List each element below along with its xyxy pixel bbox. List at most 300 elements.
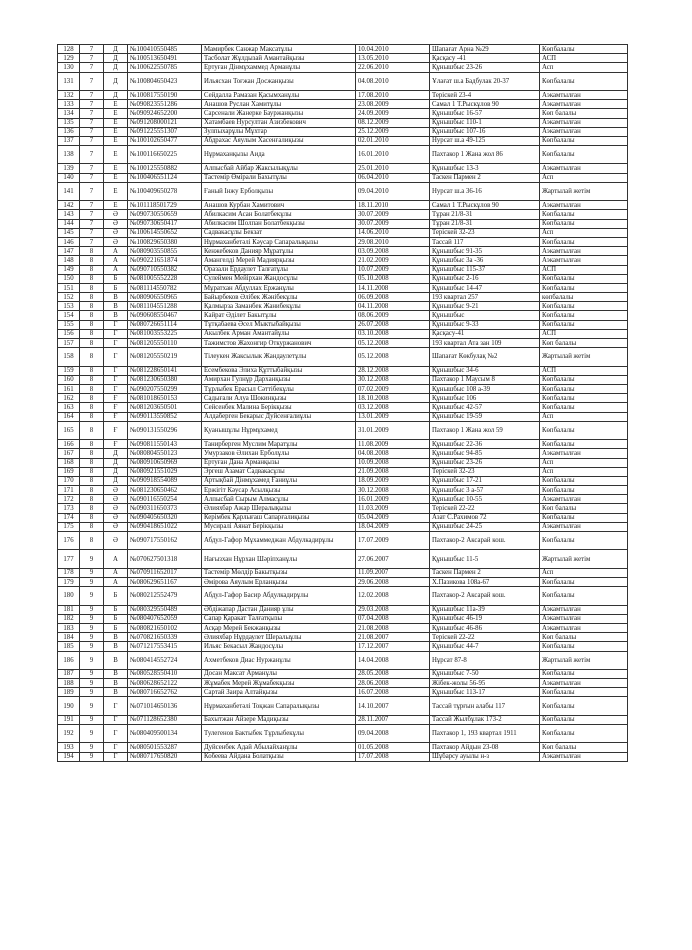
- class-letter-cell: В: [104, 679, 128, 688]
- table-row: [58, 329, 628, 338]
- category-cell: Аэкамтылған: [540, 247, 628, 256]
- class-letter-cell: Г: [104, 339, 128, 348]
- student-name-cell: Алпысбай Айбар Жаксылықұлы: [202, 164, 356, 173]
- id-number-cell: №080501553287: [128, 743, 202, 752]
- address-cell: 193 квартал Ата зан 109: [430, 339, 540, 348]
- table-row: [58, 522, 628, 531]
- row-number-cell: 150: [58, 274, 80, 283]
- grade-cell: 7: [80, 164, 104, 173]
- table-row: [58, 100, 628, 109]
- grade-cell: 7: [80, 201, 104, 210]
- address-cell: Құнышбыс 46-86: [430, 623, 540, 632]
- row-number-cell: 194: [58, 752, 80, 761]
- student-name-cell: Амангелді Мерей Мадиярқызы: [202, 256, 356, 265]
- category-cell: АСП: [540, 54, 628, 63]
- address-cell: Шапағат Арна №29: [430, 45, 540, 54]
- grade-cell: 7: [80, 173, 104, 182]
- address-cell: Нурсат ш.а 36-16: [430, 182, 540, 200]
- row-number-cell: 159: [58, 366, 80, 375]
- student-name-cell: Әмірова Аяулым Ерланқызы: [202, 577, 356, 586]
- student-name-cell: Тілеукен Жаксылык Жандаулетұлы: [202, 348, 356, 366]
- table-row: [58, 339, 628, 348]
- address-cell: Құнышбыс 44-7: [430, 642, 540, 651]
- grade-cell: 8: [80, 375, 104, 384]
- student-name-cell: Анашов Руслан Хамитұлы: [202, 100, 356, 109]
- address-cell: Пахтакор-2 Аксарай кош.: [430, 532, 540, 550]
- grade-cell: 9: [80, 651, 104, 669]
- id-number-cell: №100817550190: [128, 90, 202, 99]
- student-name-cell: Асқар Мерей Бекжанқызы: [202, 623, 356, 632]
- row-number-cell: 190: [58, 697, 80, 715]
- class-letter-cell: Е: [104, 173, 128, 182]
- id-number-cell: №101118501729: [128, 201, 202, 210]
- student-name-cell: Ғаный Інжу Ерболқызы: [202, 182, 356, 200]
- grade-cell: 8: [80, 449, 104, 458]
- row-number-cell: 158: [58, 348, 80, 366]
- id-number-cell: №081104551288: [128, 302, 202, 311]
- address-cell: Пахтакор 1 Маусым 8: [430, 375, 540, 384]
- id-number-cell: №080903550855: [128, 247, 202, 256]
- row-number-cell: 131: [58, 72, 80, 90]
- class-letter-cell: Е: [104, 164, 128, 173]
- category-cell: Аэкамтылған: [540, 256, 628, 265]
- birth-date-cell: 27.06.2007: [356, 550, 430, 568]
- address-cell: Құнышбыс 106: [430, 394, 540, 403]
- grade-cell: 9: [80, 587, 104, 605]
- grade-cell: 8: [80, 339, 104, 348]
- table-row: [58, 72, 628, 90]
- row-number-cell: 175: [58, 522, 80, 531]
- address-cell: Құнышбыс 11-5: [430, 550, 540, 568]
- category-cell: Көпбалалы: [540, 642, 628, 651]
- class-letter-cell: Б: [104, 614, 128, 623]
- class-letter-cell: Д: [104, 63, 128, 72]
- birth-date-cell: 30.07.2009: [356, 210, 430, 219]
- birth-date-cell: 29.06.2008: [356, 577, 430, 586]
- address-cell: Жібек-жолы 56-95: [430, 679, 540, 688]
- category-cell: АСП: [540, 329, 628, 338]
- class-letter-cell: В: [104, 302, 128, 311]
- birth-date-cell: 18.04.2009: [356, 522, 430, 531]
- category-cell: Асп: [540, 467, 628, 476]
- birth-date-cell: 06.09.2008: [356, 293, 430, 302]
- class-letter-cell: Д: [104, 54, 128, 63]
- address-cell: Шапағат Көкбулақ №2: [430, 348, 540, 366]
- birth-date-cell: 23.08.2009: [356, 100, 430, 109]
- birth-date-cell: 10.09.2008: [356, 458, 430, 467]
- birth-date-cell: 25.12.2009: [356, 127, 430, 136]
- row-number-cell: 147: [58, 247, 80, 256]
- student-name-cell: Сейсенбек Малина Берікқызы: [202, 403, 356, 412]
- grade-cell: 9: [80, 633, 104, 642]
- table-row: [58, 63, 628, 72]
- id-number-cell: №100125550882: [128, 164, 202, 173]
- address-cell: Құнышбыс 115-37: [430, 265, 540, 274]
- grade-cell: 8: [80, 320, 104, 329]
- category-cell: Жартылай жетім: [540, 651, 628, 669]
- id-number-cell: №100409650278: [128, 182, 202, 200]
- row-number-cell: 154: [58, 311, 80, 320]
- row-number-cell: 128: [58, 45, 80, 54]
- address-cell: Таскен Пармен 2: [430, 568, 540, 577]
- class-letter-cell: Е: [104, 146, 128, 164]
- class-letter-cell: Д: [104, 45, 128, 54]
- id-number-cell: №080407652059: [128, 614, 202, 623]
- class-letter-cell: Е: [104, 127, 128, 136]
- table-row: [58, 136, 628, 145]
- address-cell: Құнышбыс 11а-39: [430, 605, 540, 614]
- class-letter-cell: Ғ: [104, 403, 128, 412]
- student-name-cell: Оразали Ердаулет Талғатұлы: [202, 265, 356, 274]
- grade-cell: 9: [80, 688, 104, 697]
- address-cell: Пахтакор 1 Жана жол 86: [430, 146, 540, 164]
- table-row: [58, 164, 628, 173]
- table-row: [58, 467, 628, 476]
- address-cell: Құнышбыс 13-3: [430, 164, 540, 173]
- grade-cell: 8: [80, 366, 104, 375]
- category-cell: Асп: [540, 173, 628, 182]
- id-number-cell: №090811550143: [128, 440, 202, 449]
- id-number-cell: №081203650501: [128, 403, 202, 412]
- row-number-cell: 143: [58, 210, 80, 219]
- class-letter-cell: Ә: [104, 522, 128, 531]
- student-name-cell: Кенжебеков Данияр Мұратұлы: [202, 247, 356, 256]
- grade-cell: 9: [80, 568, 104, 577]
- table-row: [58, 237, 628, 246]
- category-cell: Көпбалалы: [540, 669, 628, 678]
- grade-cell: 8: [80, 467, 104, 476]
- class-letter-cell: Ә: [104, 228, 128, 237]
- class-letter-cell: Г: [104, 320, 128, 329]
- category-cell: Көпбалалы: [540, 237, 628, 246]
- category-cell: Көпбалалы: [540, 688, 628, 697]
- category-cell: Аэкамтылған: [540, 118, 628, 127]
- student-name-cell: Тулегенов Бактыбек Тұрлыбекұлы: [202, 725, 356, 743]
- category-cell: Асп: [540, 568, 628, 577]
- category-cell: Көпбалалы: [540, 577, 628, 586]
- id-number-cell: №081230650462: [128, 486, 202, 495]
- table-row: [58, 642, 628, 651]
- address-cell: Құнышбыс 108 а-39: [430, 385, 540, 394]
- category-cell: көпбалалы: [540, 293, 628, 302]
- address-cell: Құнышбыс 91-35: [430, 247, 540, 256]
- class-letter-cell: Ә: [104, 532, 128, 550]
- table-row: [58, 752, 628, 761]
- grade-cell: 7: [80, 54, 104, 63]
- student-name-cell: Эргеш Азамат Садвакасұлы: [202, 467, 356, 476]
- id-number-cell: №080726651114: [128, 320, 202, 329]
- category-cell: Көпбалалы: [540, 587, 628, 605]
- class-letter-cell: В: [104, 651, 128, 669]
- category-cell: Көпбалалы: [540, 725, 628, 743]
- id-number-cell: №100614550652: [128, 228, 202, 237]
- birth-date-cell: 26.07.2008: [356, 320, 430, 329]
- table-row: [58, 385, 628, 394]
- table-row: [58, 265, 628, 274]
- table-row: [58, 375, 628, 384]
- student-name-cell: Кобеева Айдана Болатқызы: [202, 752, 356, 761]
- table-row: [58, 348, 628, 366]
- birth-date-cell: 09.04.2008: [356, 725, 430, 743]
- table-row: [58, 449, 628, 458]
- grade-cell: 8: [80, 311, 104, 320]
- category-cell: Көпбалалы: [540, 375, 628, 384]
- row-number-cell: 163: [58, 403, 80, 412]
- id-number-cell: №071128652380: [128, 715, 202, 724]
- address-cell: Тассай 117: [430, 237, 540, 246]
- row-number-cell: 187: [58, 669, 80, 678]
- birth-date-cell: 09.04.2010: [356, 182, 430, 200]
- birth-date-cell: 10.04.2010: [356, 45, 430, 54]
- category-cell: Аэкамтылған: [540, 522, 628, 531]
- id-number-cell: №090608550467: [128, 311, 202, 320]
- id-number-cell: №090710550382: [128, 265, 202, 274]
- id-number-cell: №081005552228: [128, 274, 202, 283]
- address-cell: Құнышбыс 17-21: [430, 476, 540, 485]
- id-number-cell: №090221651874: [128, 256, 202, 265]
- category-cell: Аэкамтылған: [540, 449, 628, 458]
- student-name-cell: Сарсенали Жанерке Бауржанқызы: [202, 109, 356, 118]
- id-number-cell: №081205550219: [128, 348, 202, 366]
- row-number-cell: 162: [58, 394, 80, 403]
- birth-date-cell: 18.11.2010: [356, 201, 430, 210]
- grade-cell: 8: [80, 385, 104, 394]
- birth-date-cell: 21.08.2008: [356, 623, 430, 632]
- class-letter-cell: А: [104, 247, 128, 256]
- student-name-cell: Жұмабек Мерей Жұмабекқызы: [202, 679, 356, 688]
- address-cell: Терiскей 22-22: [430, 504, 540, 513]
- row-number-cell: 152: [58, 293, 80, 302]
- address-cell: Нурсат ш.а 49-125: [430, 136, 540, 145]
- row-number-cell: 140: [58, 173, 80, 182]
- table-row: [58, 725, 628, 743]
- class-letter-cell: Г: [104, 725, 128, 743]
- id-number-cell: №100410550485: [128, 45, 202, 54]
- category-cell: Аэкамтылған: [540, 201, 628, 210]
- birth-date-cell: 29.03.2008: [356, 605, 430, 614]
- table-row: [58, 219, 628, 228]
- address-cell: Қасқасу -41: [430, 54, 540, 63]
- student-name-cell: Абдул-Гафор Мұхаммеджан Абдулкадирұлы: [202, 532, 356, 550]
- student-name-cell: Артықбай Дінмұхамед Ғаниұлы: [202, 476, 356, 485]
- row-number-cell: 193: [58, 743, 80, 752]
- table-row: [58, 688, 628, 697]
- student-name-cell: Сапар Қаракат Талғатқызы: [202, 614, 356, 623]
- category-cell: Көп балалы: [540, 633, 628, 642]
- row-number-cell: 134: [58, 109, 80, 118]
- birth-date-cell: 17.08.2010: [356, 90, 430, 99]
- grade-cell: 8: [80, 265, 104, 274]
- table-row: [58, 633, 628, 642]
- class-letter-cell: А: [104, 577, 128, 586]
- row-number-cell: 130: [58, 63, 80, 72]
- id-number-cell: №090311650373: [128, 504, 202, 513]
- student-name-cell: Сартай Заира Алтайқызы: [202, 688, 356, 697]
- category-cell: Көпбалалы: [540, 320, 628, 329]
- class-letter-cell: Б: [104, 623, 128, 632]
- category-cell: Жартылай жетім: [540, 550, 628, 568]
- birth-date-cell: 30.12.2008: [356, 375, 430, 384]
- class-letter-cell: А: [104, 265, 128, 274]
- table-row: [58, 127, 628, 136]
- category-cell: Асп: [540, 63, 628, 72]
- student-name-cell: Керімбек Қарлығаш Сапарғалиқызы: [202, 513, 356, 522]
- row-number-cell: 164: [58, 412, 80, 421]
- id-number-cell: №080921551029: [128, 467, 202, 476]
- address-cell: Құнышбыс 22-36: [430, 440, 540, 449]
- id-number-cell: №100513650491: [128, 54, 202, 63]
- grade-cell: 9: [80, 605, 104, 614]
- address-cell: Х.Пазикова 108а-67: [430, 577, 540, 586]
- class-letter-cell: Г: [104, 385, 128, 394]
- row-number-cell: 148: [58, 256, 80, 265]
- table-row: [58, 697, 628, 715]
- id-number-cell: №080629651167: [128, 577, 202, 586]
- table-row: [58, 568, 628, 577]
- student-name-cell: Мұратхан Абдуллах Ержанұлы: [202, 283, 356, 292]
- address-cell: Құнышбыс 9-33: [430, 320, 540, 329]
- class-letter-cell: Ә: [104, 504, 128, 513]
- id-number-cell: №090918554089: [128, 476, 202, 485]
- address-cell: Тұран 21/8-31: [430, 219, 540, 228]
- grade-cell: 7: [80, 237, 104, 246]
- id-number-cell: №100406551124: [128, 173, 202, 182]
- table-row: [58, 412, 628, 421]
- address-cell: Құнышбыс 10-55: [430, 495, 540, 504]
- table-row: [58, 577, 628, 586]
- table-row: [58, 605, 628, 614]
- birth-date-cell: 18.09.2009: [356, 476, 430, 485]
- table-row: [58, 587, 628, 605]
- category-cell: Көп балалы: [540, 339, 628, 348]
- class-letter-cell: Г: [104, 329, 128, 338]
- id-number-cell: №091208000121: [128, 118, 202, 127]
- class-letter-cell: Г: [104, 715, 128, 724]
- grade-cell: 8: [80, 348, 104, 366]
- category-cell: Көпбалалы: [540, 385, 628, 394]
- table-row: [58, 495, 628, 504]
- row-number-cell: 180: [58, 587, 80, 605]
- id-number-cell: №090418651022: [128, 522, 202, 531]
- class-letter-cell: Ә: [104, 513, 128, 522]
- address-cell: Құнышбыс 19-59: [430, 412, 540, 421]
- student-name-cell: Садығали Алуа Шокинқызы: [202, 394, 356, 403]
- grade-cell: 8: [80, 247, 104, 256]
- student-name-cell: Сейдалла Рамазан Қасымханұлы: [202, 90, 356, 99]
- category-cell: Аэкамтылған: [540, 605, 628, 614]
- birth-date-cell: 25.01.2010: [356, 164, 430, 173]
- category-cell: Асп: [540, 458, 628, 467]
- grade-cell: 9: [80, 679, 104, 688]
- id-number-cell: №090405650320: [128, 513, 202, 522]
- row-number-cell: 176: [58, 532, 80, 550]
- class-letter-cell: А: [104, 550, 128, 568]
- class-letter-cell: Б: [104, 274, 128, 283]
- table-row: [58, 669, 628, 678]
- id-number-cell: №080910650969: [128, 458, 202, 467]
- class-letter-cell: Д: [104, 72, 128, 90]
- class-letter-cell: Б: [104, 587, 128, 605]
- table-row: [58, 532, 628, 550]
- address-cell: Тұран 21/8-31: [430, 210, 540, 219]
- class-letter-cell: Д: [104, 90, 128, 99]
- id-number-cell: №070821650339: [128, 633, 202, 642]
- birth-date-cell: 06.04.2010: [356, 173, 430, 182]
- category-cell: Көп балалы: [540, 109, 628, 118]
- category-cell: АСП: [540, 265, 628, 274]
- address-cell: Құнышбыс 9-21: [430, 302, 540, 311]
- class-letter-cell: Е: [104, 136, 128, 145]
- birth-date-cell: 30.07.2009: [356, 219, 430, 228]
- id-number-cell: №100804650423: [128, 72, 202, 90]
- student-name-cell: Әлияхбар Ажар Шералықызы: [202, 504, 356, 513]
- grade-cell: 8: [80, 532, 104, 550]
- category-cell: Аэкамтылған: [540, 164, 628, 173]
- table-row: [58, 90, 628, 99]
- category-cell: Көпбалалы: [540, 219, 628, 228]
- row-number-cell: 144: [58, 219, 80, 228]
- birth-date-cell: 18.10.2008: [356, 394, 430, 403]
- birth-date-cell: 12.02.2008: [356, 587, 430, 605]
- address-cell: Құнышбыс: [430, 311, 540, 320]
- row-number-cell: 132: [58, 90, 80, 99]
- class-letter-cell: Г: [104, 375, 128, 384]
- table-row: [58, 614, 628, 623]
- address-cell: Пахтакор 1, 193 квартал 1911: [430, 725, 540, 743]
- birth-date-cell: 28.06.2008: [356, 679, 430, 688]
- id-number-cell: №070911652017: [128, 568, 202, 577]
- grade-cell: 8: [80, 403, 104, 412]
- table-row: [58, 403, 628, 412]
- class-letter-cell: Ә: [104, 486, 128, 495]
- row-number-cell: 160: [58, 375, 80, 384]
- category-cell: Көпбалалы: [540, 394, 628, 403]
- category-cell: Аэкамтылған: [540, 752, 628, 761]
- category-cell: Көпбалалы: [540, 715, 628, 724]
- row-number-cell: 165: [58, 421, 80, 439]
- category-cell: Көпбалалы: [540, 440, 628, 449]
- student-name-cell: Нұрмаханбетәлі Кәусар Сапаралықызы: [202, 237, 356, 246]
- address-cell: Құнышбыс 24-25: [430, 522, 540, 531]
- table-row: [58, 256, 628, 265]
- student-name-cell: Тастемір Өмірали Бахытұлы: [202, 173, 356, 182]
- table-row: [58, 146, 628, 164]
- id-number-cell: №090730650417: [128, 219, 202, 228]
- row-number-cell: 153: [58, 302, 80, 311]
- address-cell: Терiскей 32-23: [430, 467, 540, 476]
- table-row: [58, 283, 628, 292]
- birth-date-cell: 17.12.2007: [356, 642, 430, 651]
- category-cell: Аэкамтылған: [540, 90, 628, 99]
- class-letter-cell: Д: [104, 449, 128, 458]
- address-cell: Таскен Пармен 2: [430, 173, 540, 182]
- grade-cell: 8: [80, 421, 104, 439]
- student-name-cell: Кайрат Әділет Бакытұлы: [202, 311, 356, 320]
- birth-date-cell: 24.09.2009: [356, 109, 430, 118]
- birth-date-cell: 10.07.2009: [356, 265, 430, 274]
- table-row: [58, 743, 628, 752]
- class-letter-cell: А: [104, 256, 128, 265]
- grade-cell: 8: [80, 274, 104, 283]
- grade-cell: 9: [80, 642, 104, 651]
- grade-cell: 8: [80, 256, 104, 265]
- birth-date-cell: 01.05.2008: [356, 743, 430, 752]
- birth-date-cell: 17.07.2008: [356, 752, 430, 761]
- grade-cell: 7: [80, 136, 104, 145]
- grade-cell: 9: [80, 743, 104, 752]
- grade-cell: 7: [80, 63, 104, 72]
- birth-date-cell: 02.01.2010: [356, 136, 430, 145]
